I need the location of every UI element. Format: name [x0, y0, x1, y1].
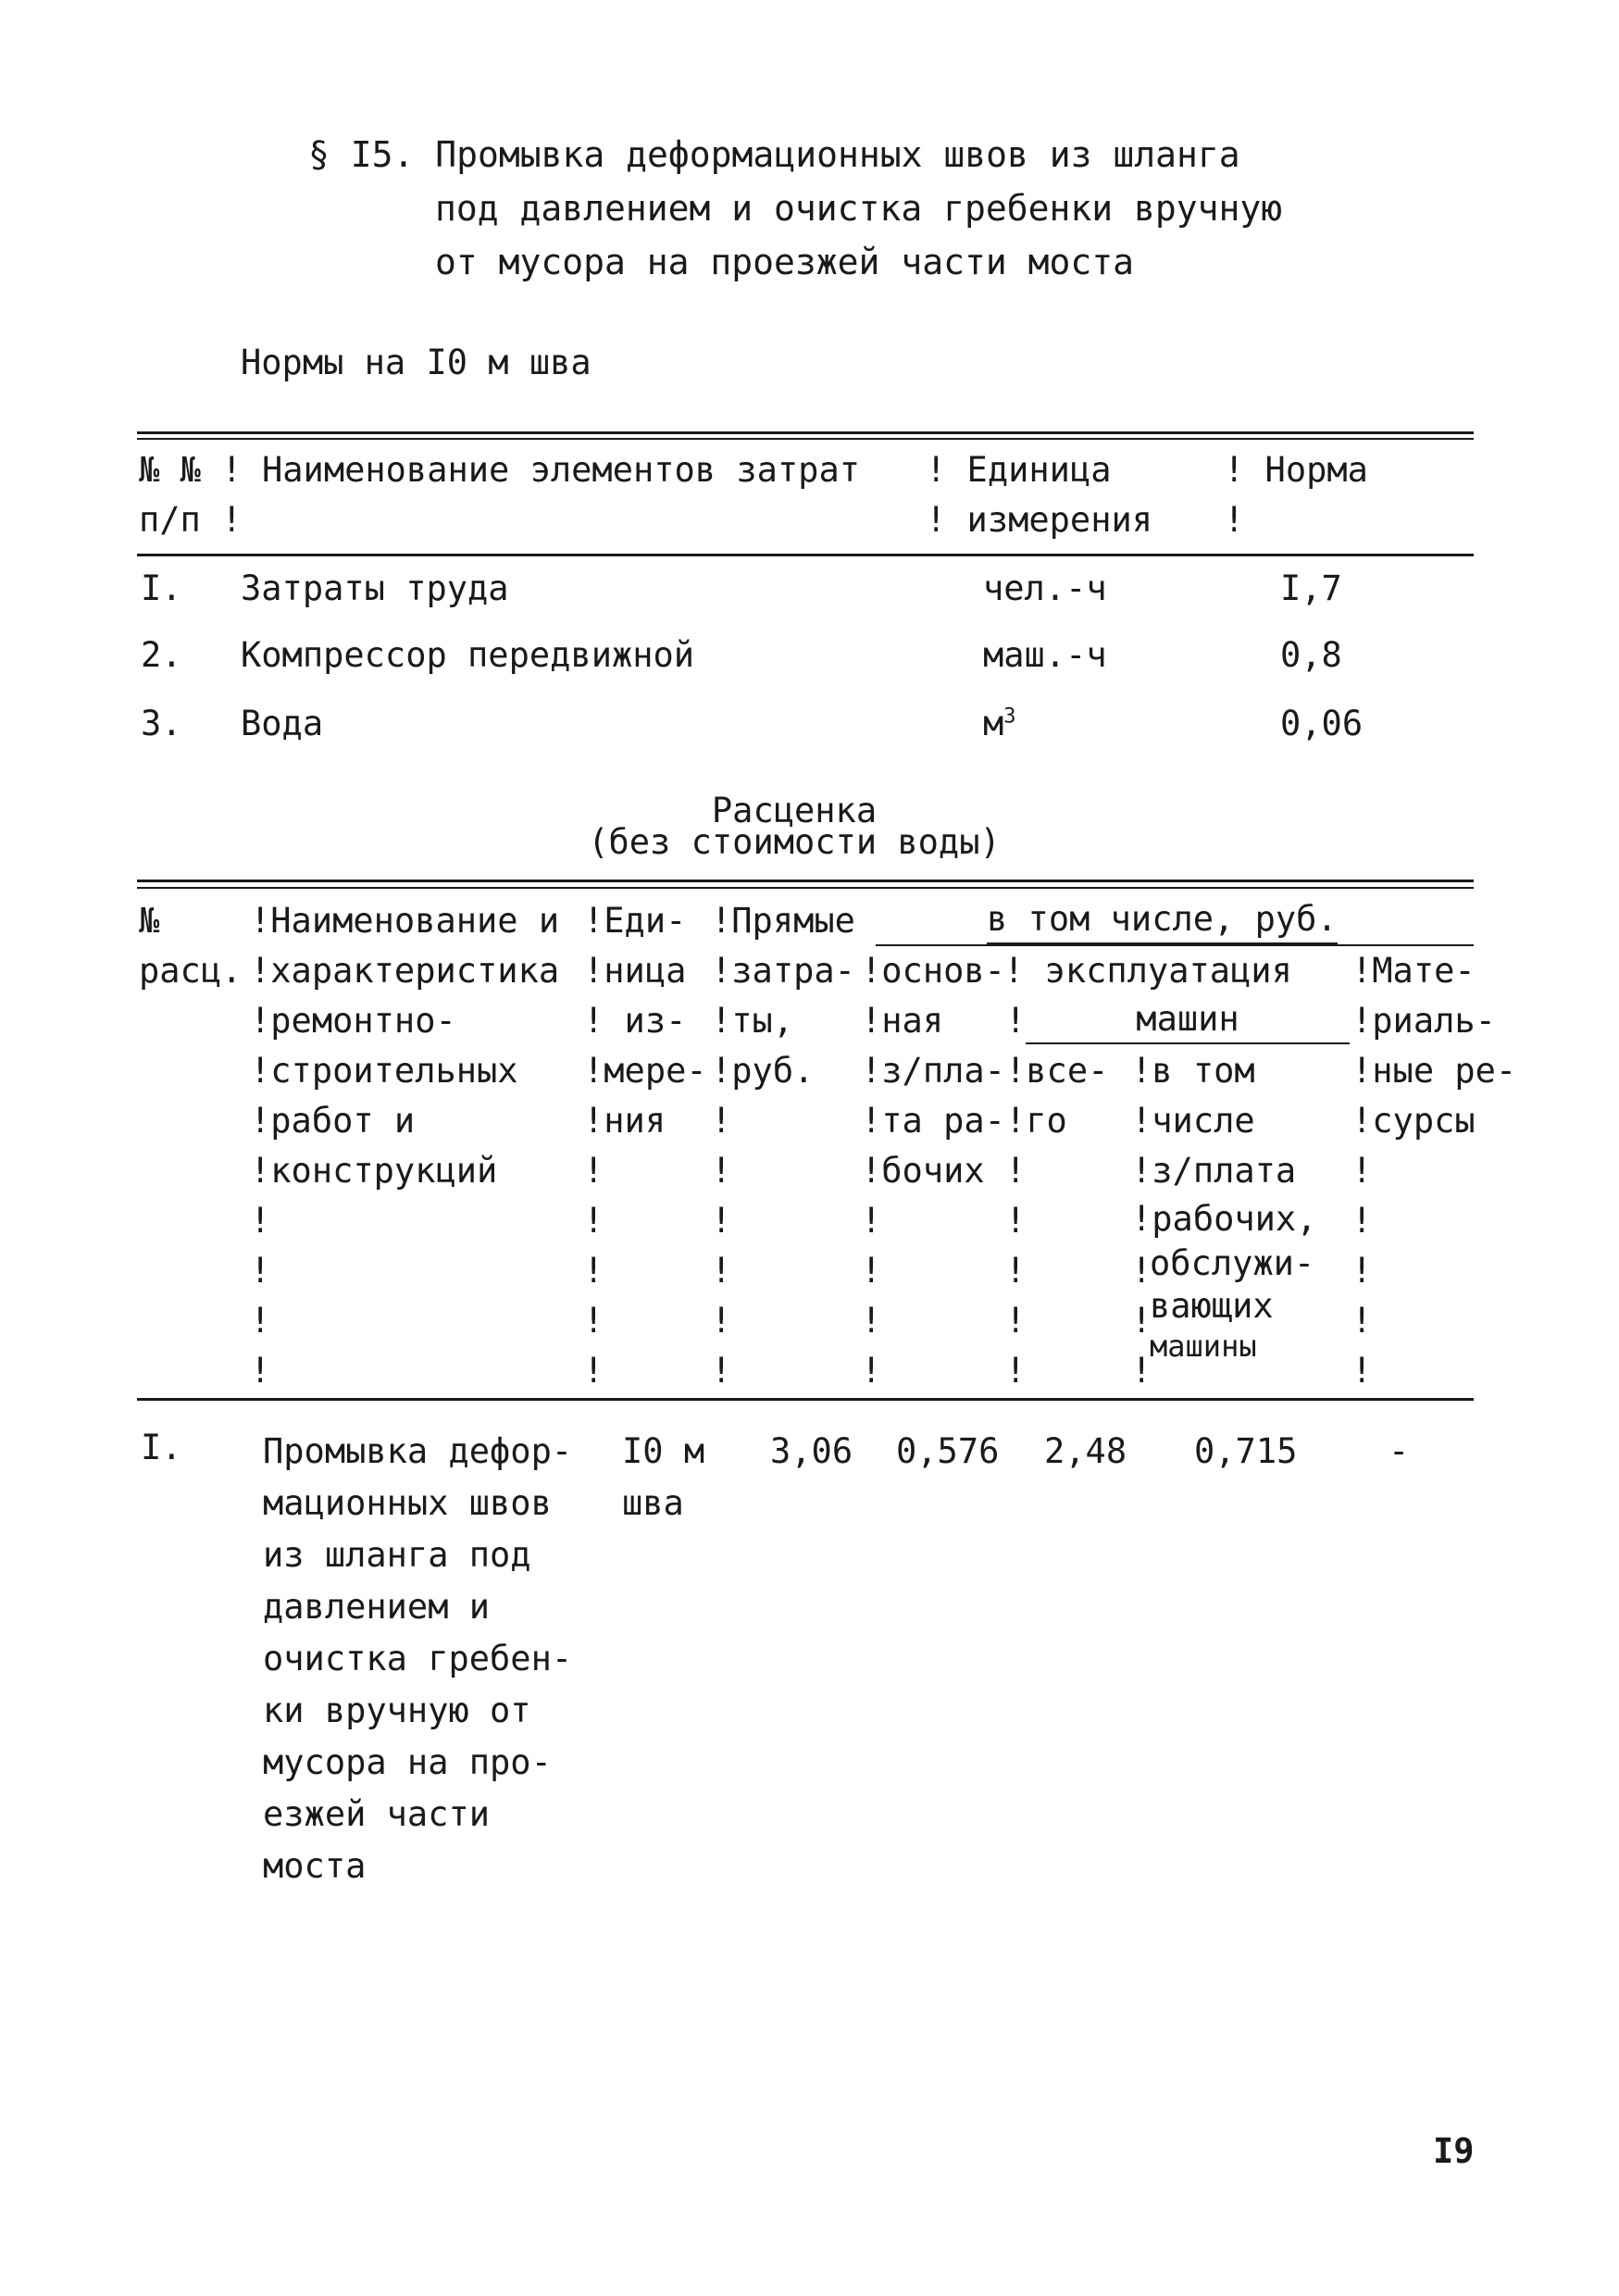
header-line: !Прямые: [711, 901, 855, 941]
header-line: !риаль-: [1351, 1001, 1496, 1041]
header-line: ! из-: [583, 1001, 687, 1041]
header-line: !го: [1005, 1101, 1067, 1141]
name-line: Промывка дефор-: [263, 1431, 573, 1471]
header-line: !основ-: [861, 951, 1005, 991]
rates-row-direct: 3,06: [770, 1431, 853, 1471]
rates-group-label: в том числе, руб.: [987, 896, 1338, 944]
separator-mark: !: [250, 1351, 271, 1391]
unit-superscript: 3: [1003, 705, 1016, 729]
rates-row-num: I.: [141, 1428, 182, 1467]
rates-header-rule: [137, 1398, 1474, 1401]
rates-col-num: [139, 896, 242, 996]
name-line: очистка гребен-: [263, 1639, 573, 1678]
separator-mark: !: [250, 1251, 271, 1291]
header-line: обслужи-: [1150, 1243, 1315, 1283]
rates-title: Расценка: [711, 791, 878, 830]
separator-mark: !: [711, 1251, 732, 1291]
name-line: моста: [263, 1846, 367, 1886]
separator-mark: !: [1131, 1251, 1152, 1291]
norms-top-rule-2: [137, 438, 1474, 440]
rates-group-label-wrap: [876, 896, 1474, 946]
norms-header-name: Наименование элементов затрат: [262, 450, 861, 490]
separator-mark: !: [711, 1301, 732, 1341]
header-line: !мере-: [583, 1051, 707, 1091]
header-line: машины: [1150, 1329, 1257, 1364]
separator-mark: !: [861, 1301, 882, 1341]
separator-mark: !: [861, 1351, 882, 1391]
header-line: !рабочих,: [1131, 1199, 1317, 1239]
rates-col-incl: [1131, 1046, 1316, 1365]
page-number: I9: [1433, 2131, 1475, 2171]
header-line: !та ра-: [861, 1101, 1005, 1141]
norms-row-unit: [983, 702, 1016, 746]
separator-mark: !: [861, 1201, 882, 1241]
norms-row-unit: чел.-ч: [983, 568, 1107, 608]
norms-row-name: Затраты труда: [241, 568, 509, 608]
header-line: вающих: [1150, 1286, 1274, 1326]
norms-header-norm-1: ! Норма: [1224, 450, 1368, 490]
separator-mark: !: [1005, 1301, 1027, 1341]
separator-mark: !: [711, 1201, 732, 1241]
header-line: !ные ре-: [1351, 1051, 1517, 1091]
rates-top-rule-2: [137, 887, 1474, 889]
unit-base: м: [983, 704, 1004, 743]
section-title-line1: § I5. Промывка деформационных швов из шланга: [308, 134, 1240, 175]
separator-mark: !: [711, 1351, 732, 1391]
rates-exploitation-label: ! эксплуатация: [1003, 951, 1292, 991]
separator-mark: !: [1005, 1251, 1027, 1291]
separator-mark: !: [1351, 1301, 1373, 1341]
separator-mark: !: [1005, 1201, 1027, 1241]
header-line: !работ и: [250, 1101, 416, 1141]
name-line: ки вручную от: [263, 1691, 531, 1730]
norms-row-name: Компрессор передвижной: [241, 635, 695, 675]
section-title-line2: под давлением и очистка гребенки вручную: [435, 188, 1283, 229]
separator-mark: !: [583, 1251, 604, 1291]
header-line: расц.: [139, 951, 243, 991]
rates-row-basic: 0,576: [896, 1431, 1000, 1471]
unit-line: I0 м: [622, 1431, 705, 1471]
rates-subtitle: (без стоимости воды): [588, 822, 1001, 862]
rates-col-materials: [1351, 946, 1516, 1146]
separator-mark: !: [583, 1151, 604, 1191]
header-line: !Наименование и: [250, 901, 560, 941]
name-line: езжей части: [263, 1794, 491, 1834]
separator-mark: !: [250, 1201, 271, 1241]
separator-mark: !: [583, 1351, 604, 1391]
rates-machines-bang: !: [1005, 1001, 1027, 1041]
norms-row-num: 3.: [141, 704, 182, 743]
norms-header-unit-1: ! Единица: [926, 450, 1112, 490]
separator-mark: !: [1131, 1351, 1152, 1391]
rates-col-unit: [583, 896, 707, 1146]
rates-row-materials: -: [1389, 1431, 1410, 1471]
header-line: !ты,: [711, 1001, 794, 1041]
header-line: !все-: [1005, 1051, 1109, 1091]
separator-mark: !: [1351, 1351, 1373, 1391]
norms-row-value: I,7: [1280, 568, 1342, 608]
header-line: !сурсы: [1351, 1101, 1476, 1141]
header-line: !характеристика: [250, 951, 560, 991]
norms-row-num: I.: [141, 568, 182, 608]
separator-mark: !: [1005, 1151, 1027, 1191]
separator-mark: !: [861, 1251, 882, 1291]
rates-col-basic: [861, 946, 1005, 1196]
header-line: !з/плата: [1131, 1151, 1297, 1191]
separator-mark: !: [711, 1101, 732, 1141]
separator-mark: !: [711, 1151, 732, 1191]
norms-header-unit-2: ! измерения: [926, 500, 1153, 540]
rates-row-total: 2,48: [1044, 1431, 1127, 1471]
separator-mark: !: [250, 1301, 271, 1341]
separator-mark: !: [1005, 1351, 1027, 1391]
unit-line: шва: [622, 1483, 684, 1523]
norms-caption: Нормы на I0 м шва: [241, 343, 592, 382]
norms-header-num-2: п/п !: [139, 500, 243, 540]
norms-row-num: 2.: [141, 635, 182, 675]
separator-mark: !: [1351, 1251, 1373, 1291]
rates-row-name: [263, 1426, 572, 1892]
separator-mark: !: [1351, 1151, 1373, 1191]
header-line: !в том: [1131, 1051, 1255, 1091]
header-line: !ница: [583, 951, 687, 991]
name-line: давлением и: [263, 1587, 491, 1627]
header-line: !конструкций: [250, 1151, 498, 1191]
header-line: !затра-: [711, 951, 855, 991]
rates-row-incl: 0,715: [1194, 1431, 1298, 1471]
rates-machines-label: машин: [1026, 996, 1350, 1044]
norms-row-value: 0,8: [1280, 635, 1342, 675]
rates-col-direct: [711, 896, 855, 1096]
norms-header-num-1: № № !: [139, 450, 243, 490]
header-line: №: [139, 901, 160, 941]
separator-mark: !: [583, 1301, 604, 1341]
header-line: !Еди-: [583, 901, 687, 941]
separator-mark: !: [1131, 1301, 1152, 1341]
name-line: мусора на про-: [263, 1742, 552, 1782]
norms-header-norm-2: !: [1224, 500, 1245, 540]
header-line: !строительных: [250, 1051, 518, 1091]
header-line: !ная: [861, 1001, 944, 1041]
header-line: !з/пла-: [861, 1051, 1005, 1091]
header-line: !ремонтно-: [250, 1001, 456, 1041]
header-line: !руб.: [711, 1051, 815, 1091]
rates-col-name: [250, 896, 559, 1196]
header-line: !бочих: [861, 1151, 985, 1191]
separator-mark: !: [1351, 1201, 1373, 1241]
norms-top-rule: [137, 431, 1474, 434]
norms-header-rule: [137, 554, 1474, 556]
rates-row-unit: [622, 1426, 704, 1529]
header-line: !ния: [583, 1101, 666, 1141]
norms-row-unit: маш.-ч: [983, 635, 1107, 675]
name-line: мационных швов: [263, 1483, 552, 1523]
rates-top-rule: [137, 880, 1474, 882]
rates-col-total: [1005, 1046, 1108, 1146]
header-line: !Мате-: [1351, 951, 1476, 991]
norms-row-name: Вода: [241, 704, 324, 743]
separator-mark: !: [583, 1201, 604, 1241]
name-line: из шланга под: [263, 1535, 531, 1575]
norms-row-value: 0,06: [1280, 704, 1364, 743]
header-line: !числе: [1131, 1101, 1255, 1141]
section-title-line3: от мусора на проезжей части моста: [435, 242, 1134, 282]
